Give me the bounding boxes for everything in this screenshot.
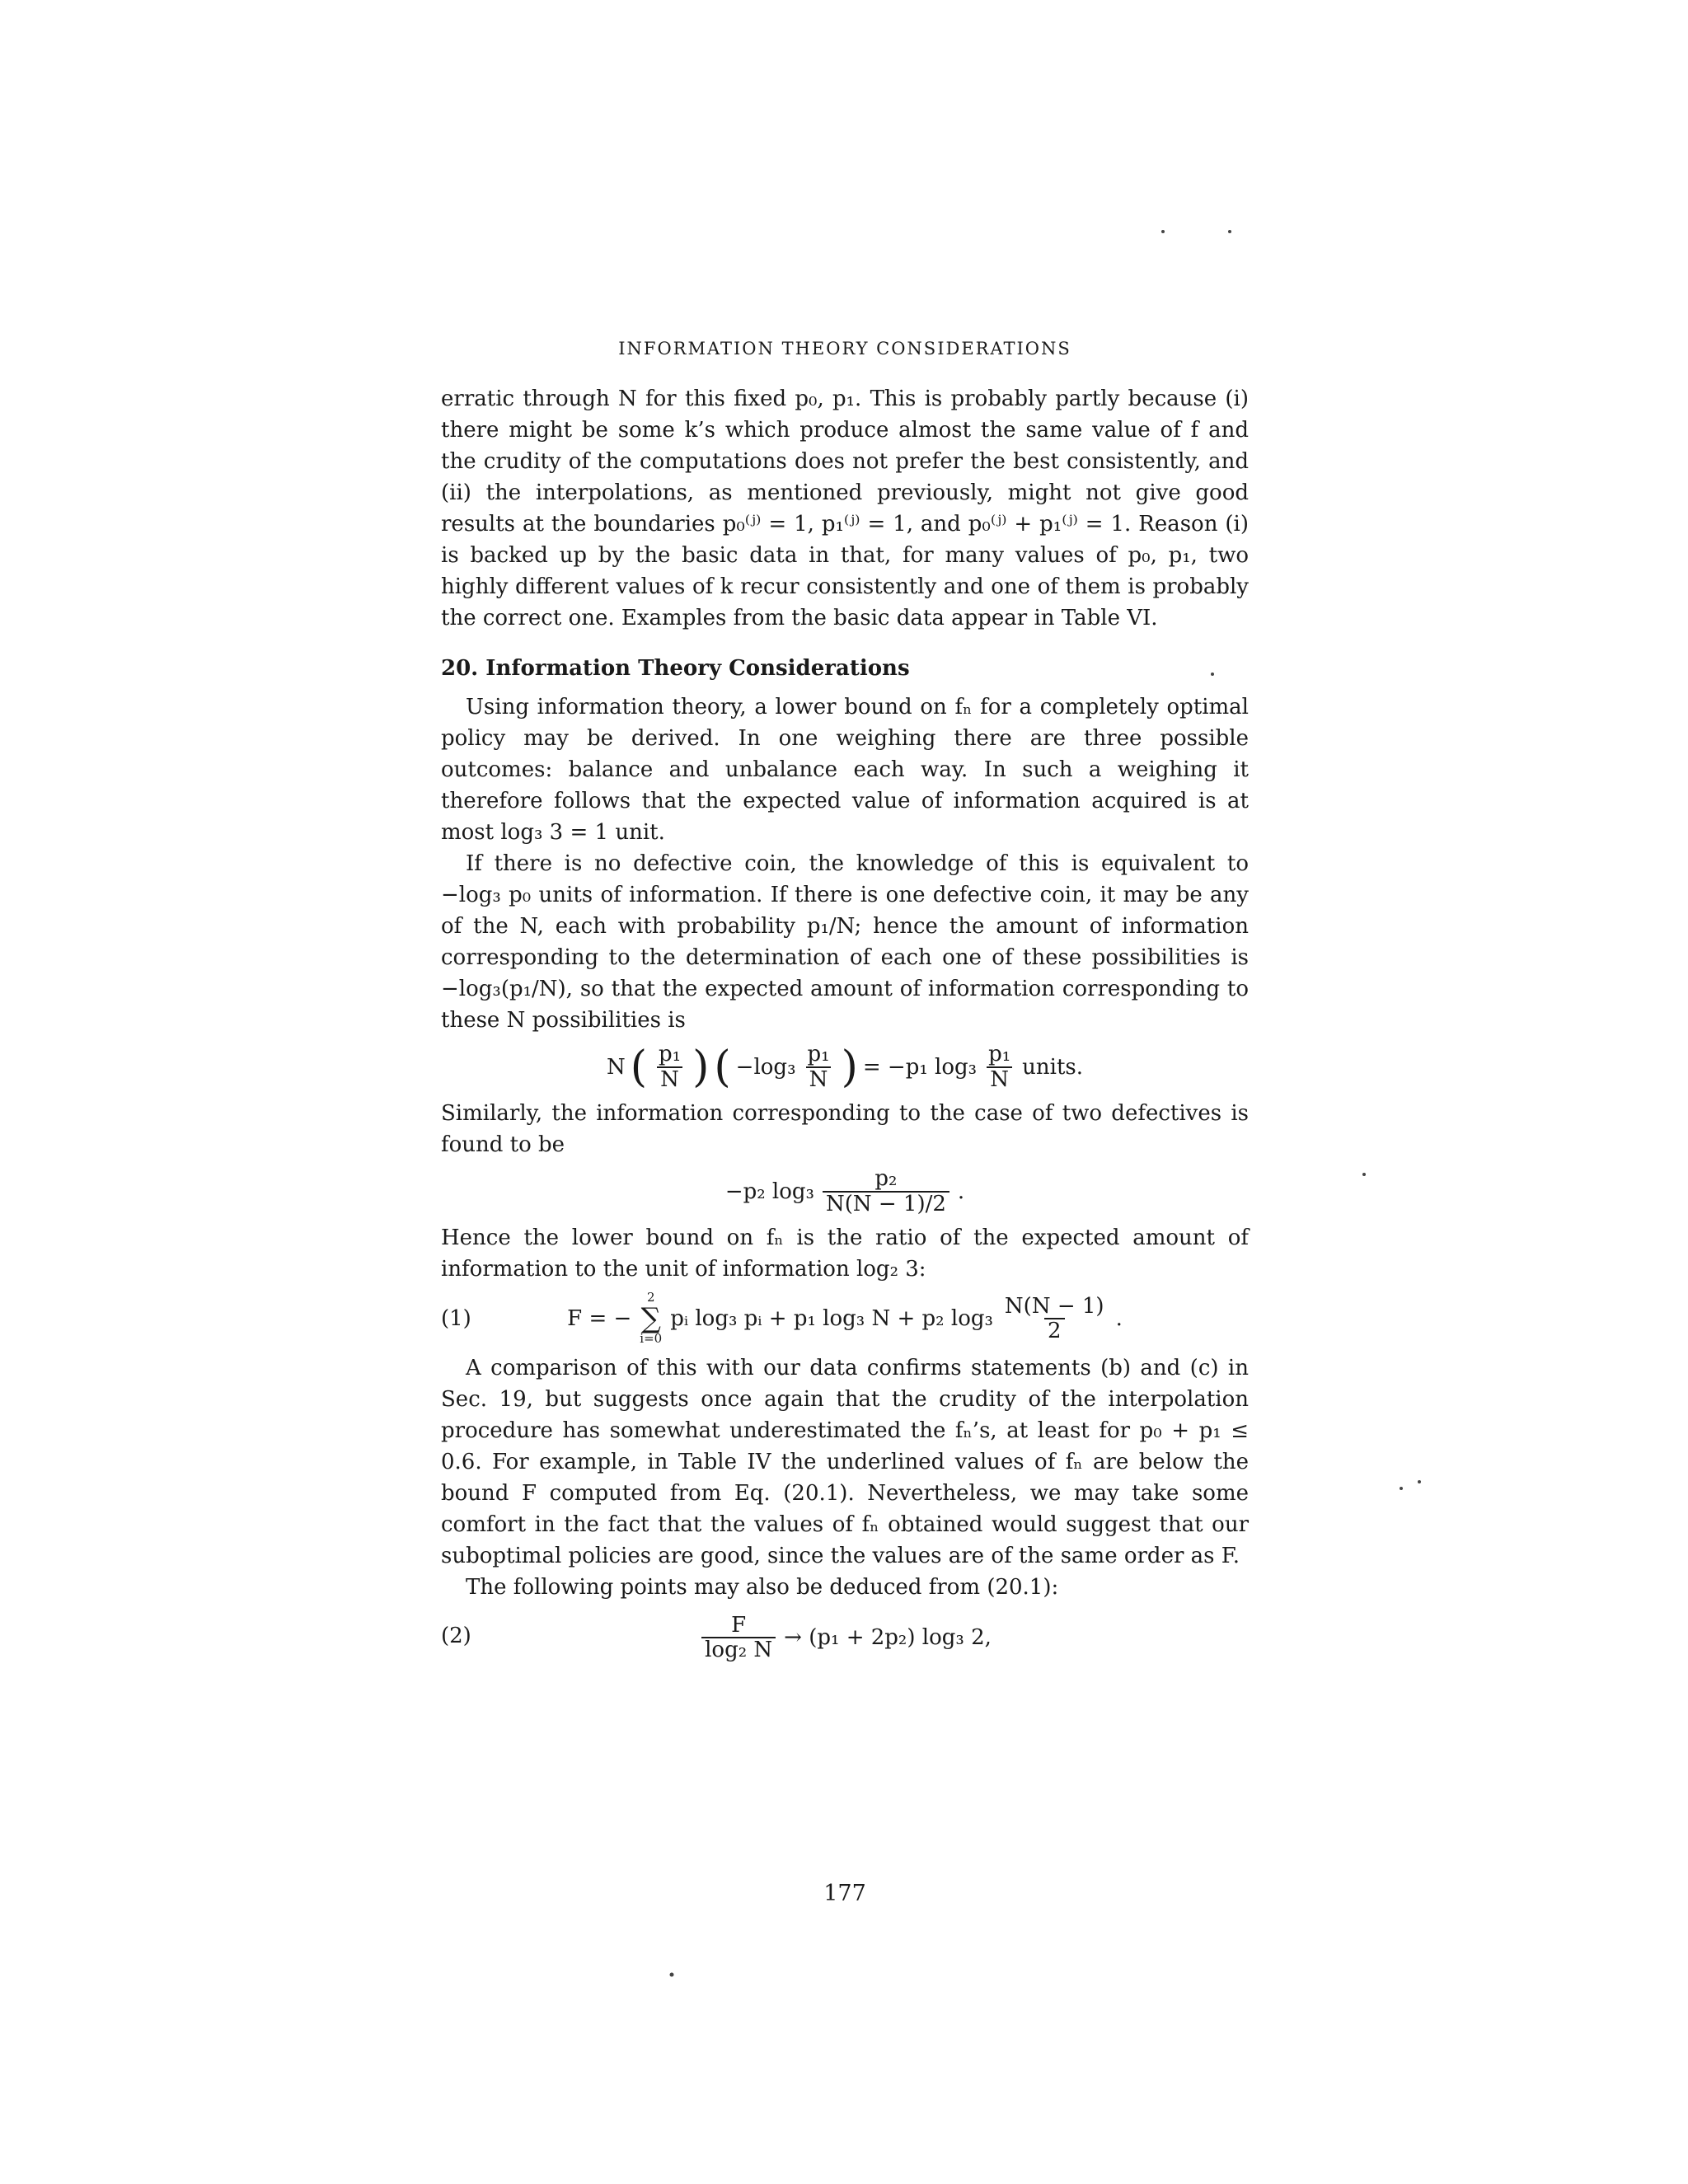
paragraph-two-defectives: Similarly, the information corresponding to the case of two defectives is found to be bbox=[441, 1101, 1249, 1158]
paragraph-ratio: Hence the lower bound on fₙ is the ratio of the expected amount of information to the unit of information log₂ 3: bbox=[441, 1226, 1249, 1282]
eq-a-rhs: = −p₁ log₃ bbox=[862, 1054, 978, 1080]
scan-speck bbox=[1418, 1480, 1421, 1483]
eq-b-denominator: N(N − 1)/2 bbox=[823, 1191, 950, 1216]
eq-1-denominator: 2 bbox=[1044, 1318, 1065, 1343]
eq-a-mid: −log₃ bbox=[735, 1054, 796, 1080]
eq-1-post: . bbox=[1115, 1306, 1123, 1332]
eq-b-pre: −p₂ log₃ bbox=[724, 1179, 814, 1204]
eq-1-mid: pᵢ log₃ pᵢ + p₁ log₃ N + p₂ log₃ bbox=[670, 1306, 993, 1332]
eq-2-rhs: → (p₁ + 2p₂) log₃ 2, bbox=[784, 1625, 992, 1651]
scan-speck bbox=[670, 1973, 674, 1977]
paren-close-icon: ) bbox=[841, 1042, 858, 1092]
eq-2-denominator: log₂ N bbox=[701, 1637, 776, 1662]
page-number: 177 bbox=[823, 1881, 866, 1906]
paragraph-comparison: A comparison of this with our data confirms statements (b) and (c) in Sec. 19, but suggests once again that the crudity of the interpolation procedure has somewhat underestimated the fₙ’s, at least for p₀ + p₁ ≤ 0.6. For example, in Table IV the underlined values of fₙ are below the bound F computed from Eq. (20.1). Nevertheless, we may take some comfort in the fact that the values of fₙ obtained would suggest that our suboptimal policies are good, since the values are of the same order as F. bbox=[441, 1355, 1249, 1568]
paren-close-icon: ) bbox=[692, 1042, 710, 1092]
eq-a-denominator: N bbox=[987, 1066, 1012, 1092]
scan-speck bbox=[1400, 1487, 1403, 1490]
paren-open-icon: ( bbox=[714, 1042, 731, 1092]
paren-open-icon: ( bbox=[630, 1042, 647, 1092]
eq-1-numerator: N(N − 1) bbox=[1004, 1293, 1104, 1319]
scan-speck bbox=[1161, 230, 1165, 233]
eq-a-denominator: N bbox=[806, 1066, 832, 1092]
eq-1-lhs: F = − bbox=[567, 1306, 632, 1332]
scan-speck bbox=[1362, 1173, 1366, 1176]
paragraph-defective-coin: If there is no defective coin, the knowledge of this is equivalent to −log₃ p₀ units of information. If there is one defective coin, it may be any of the N, each with probability p₁/N; hence the amount of information corresponding to the determination of each one of these possibilities is −log₃(p₁/N), so that the expected amount of information corresponding to these N possibilities is bbox=[441, 851, 1249, 1033]
paragraph-erratic: erratic through N for this fixed p₀, p₁. This is probably partly because (i) there might be some k’s which produce almost the same value of f and the crudity of the computations does not prefer the best consistently, and (ii) the interpolations, as mentioned previously, might not give good results at the boundaries p₀⁽ʲ⁾ = 1, p₁⁽ʲ⁾ = 1, and p₀⁽ʲ⁾ + p₁⁽ʲ⁾ = 1. Reason (i) is backed up by the basic data in that, for many values of p₀, p₁, two highly different values of k recur consistently and one of them is probably the correct one. Examples from the basic data appear in Table VI. bbox=[441, 387, 1249, 630]
sum-sign: ∑ bbox=[640, 1302, 661, 1336]
eq-a-numerator: p₁ bbox=[659, 1042, 682, 1066]
scan-speck bbox=[1211, 673, 1214, 676]
eq-b-post: . bbox=[957, 1179, 965, 1204]
eq-a-denominator: N bbox=[657, 1066, 682, 1092]
running-header: INFORMATION THEORY CONSIDERATIONS bbox=[618, 339, 1071, 359]
eq-a-numerator: p₁ bbox=[988, 1042, 1011, 1066]
sum-upper-limit: 2 bbox=[646, 1290, 655, 1305]
eq-a-post: units. bbox=[1022, 1054, 1084, 1080]
equation-2-label: (2) bbox=[441, 1623, 471, 1648]
eq-a-numerator: p₁ bbox=[807, 1042, 830, 1066]
eq-2-numerator: F bbox=[731, 1612, 747, 1638]
paragraph-following-points: The following points may also be deduced from (20.1): bbox=[466, 1574, 1059, 1600]
equation-1-label: (1) bbox=[441, 1306, 471, 1332]
eq-b-numerator: p₂ bbox=[874, 1166, 898, 1192]
eq-a-pre: N bbox=[606, 1054, 626, 1080]
paragraph-lower-bound: Using information theory, a lower bound on fₙ for a completely optimal policy may be derived. In one weighing there are three possible outcomes: balance and unbalance each way. In such a weighing it therefore follows that the expected value of information acquired is at most log₃ 3 = 1 unit. bbox=[441, 695, 1249, 845]
sum-lower-limit: i=0 bbox=[640, 1331, 663, 1347]
scan-speck bbox=[1228, 230, 1231, 233]
section-title: 20. Information Theory Considerations bbox=[441, 656, 910, 681]
